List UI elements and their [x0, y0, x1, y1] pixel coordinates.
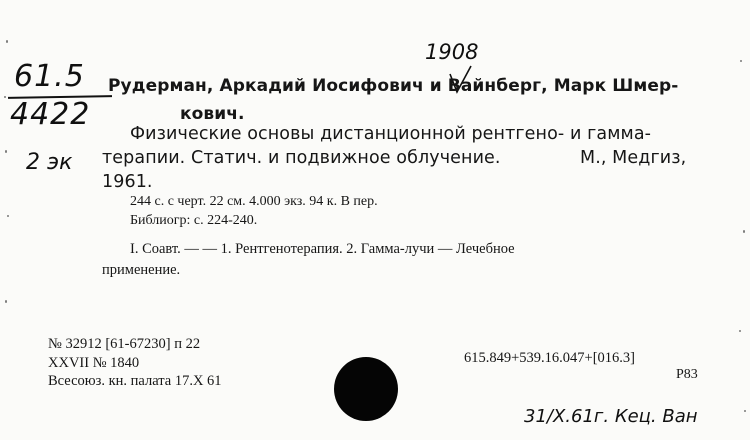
edge-speck	[744, 410, 746, 412]
title-line-3: 1961.	[102, 172, 153, 192]
udc-classification: 615.849+539.16.047+[016.3]	[464, 350, 636, 366]
record-number: № 32912 [61-67230] п 22	[48, 336, 201, 352]
handwritten-copies: 2 эк	[26, 150, 73, 175]
title-line-2-right: М., Медгиз,	[580, 148, 687, 168]
title-line-1: Физические основы дистанционной рентгено- и гамма-	[130, 124, 652, 144]
handwritten-year: 1908	[425, 40, 479, 64]
subjects-line-1: I. Соавт. — — 1. Рентгенотерапия. 2. Гамма-лучи — Лечебное	[130, 241, 515, 257]
handwritten-call-number-bottom: 4422	[10, 97, 91, 132]
edge-speck	[743, 230, 745, 233]
edge-speck	[6, 40, 8, 43]
author-line-2: кович.	[180, 104, 245, 124]
card-punch-hole	[334, 357, 398, 421]
edge-speck	[5, 150, 7, 153]
handwritten-call-number-top: 61.5	[14, 59, 85, 94]
edge-speck	[7, 215, 9, 217]
edge-speck	[4, 96, 6, 98]
author-sign: Р83	[676, 367, 698, 382]
handwritten-footer-note: 31/Х.61г. Кец. Ван	[524, 406, 698, 427]
edge-speck	[5, 300, 7, 303]
edge-speck	[740, 60, 742, 62]
book-chamber-stamp: Всесоюз. кн. палата 17.X 61	[48, 373, 222, 389]
roman-number: XXVII № 1840	[48, 355, 140, 371]
subjects-line-2: применение.	[102, 262, 181, 278]
edge-speck	[739, 330, 741, 332]
author-line-1: Рудерман, Аркадий Иосифович и Вайнберг, Марк Шмер-	[108, 76, 679, 96]
physical-description: 244 с. с черт. 22 см. 4.000 экз. 94 к. В пер.	[130, 194, 378, 209]
title-line-2-left: терапии. Статич. и подвижное облучение.	[102, 148, 501, 168]
bibliography-note: Библиогр: с. 224-240.	[130, 213, 258, 228]
